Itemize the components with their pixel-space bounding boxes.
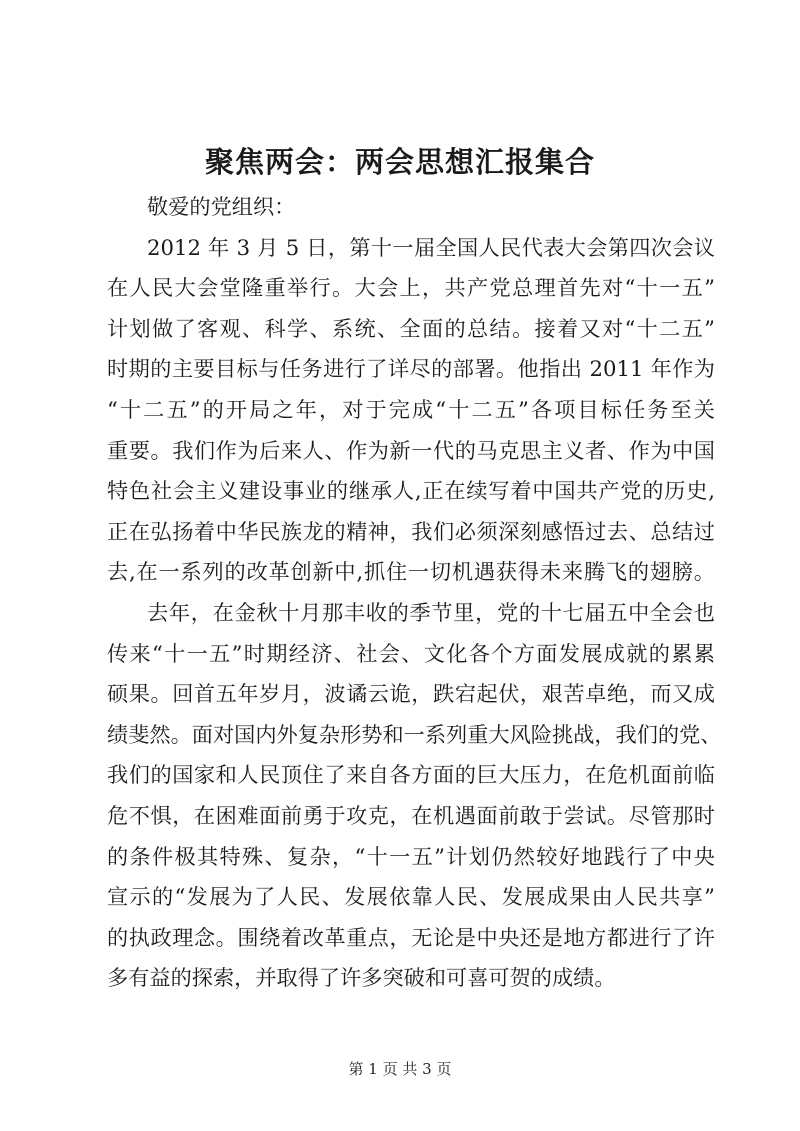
paragraph-line: 重要。我们作为后来人、作为新一代的马克思主义者、作为中国 xyxy=(107,437,715,463)
paragraph-line: 传来“十一五”时期经济、社会、文化各个方面发展成就的累累 xyxy=(107,640,715,666)
paragraph-line: 的执政理念。围绕着改革重点，无论是中央还是地方都进行了许 xyxy=(107,924,715,950)
paragraph-line: 去,在一系列的改革创新中,抓住一切机遇获得未来腾飞的翅膀。 xyxy=(107,559,715,585)
paragraph-line: 去年，在金秋十月那丰收的季节里，党的十七届五中全会也 xyxy=(147,599,715,625)
paragraph-line: 正在弘扬着中华民族龙的精神，我们必须深刻感悟过去、总结过 xyxy=(107,518,715,544)
paragraph-line: 2012 年 3 月 5 日，第十一届全国人民代表大会第四次会议 xyxy=(147,234,715,260)
paragraph-line: 特色社会主义建设事业的继承人,正在续写着中国共产党的历史, xyxy=(107,478,715,504)
paragraph-1 xyxy=(107,228,715,593)
paragraph-line: 危不惧，在困难面前勇于攻克，在机遇面前敢于尝试。尽管那时 xyxy=(107,802,715,828)
paragraph-line: 在人民大会堂隆重举行。大会上，共产党总理首先对“十一五” xyxy=(107,275,715,301)
paragraph-line: “十二五”的开局之年，对于完成“十二五”各项目标任务至关 xyxy=(107,396,715,422)
paragraph-2 xyxy=(107,593,722,999)
page-footer: 第 1 页 共 3 页 xyxy=(348,1060,452,1078)
paragraph-line: 时期的主要目标与任务进行了详尽的部署。他指出 2011 年作为 xyxy=(107,356,715,382)
paragraph-line: 我们的国家和人民顶住了来自各方面的巨大压力，在危机面前临 xyxy=(107,762,715,788)
salutation: 敬爱的党组织： xyxy=(147,194,296,219)
document-title: 聚焦两会：两会思想汇报集合 xyxy=(204,145,595,179)
document-body xyxy=(107,187,722,999)
paragraph-line: 的条件极其特殊、复杂，“十一五”计划仍然较好地践行了中央 xyxy=(107,843,715,869)
paragraph-line: 绩斐然。面对国内外复杂形势和一系列重大风险挑战，我们的党、 xyxy=(107,721,722,747)
paragraph-line: 宣示的“发展为了人民、发展依靠人民、发展成果由人民共享” xyxy=(107,884,715,910)
paragraph-line: 硕果。回首五年岁月，波谲云诡，跌宕起伏，艰苦卓绝，而又成 xyxy=(107,681,715,707)
paragraph-line: 多有益的探索，并取得了许多突破和可喜可贺的成绩。 xyxy=(107,965,616,991)
paragraph-line: 计划做了客观、科学、系统、全面的总结。接着又对“十二五” xyxy=(107,315,715,341)
